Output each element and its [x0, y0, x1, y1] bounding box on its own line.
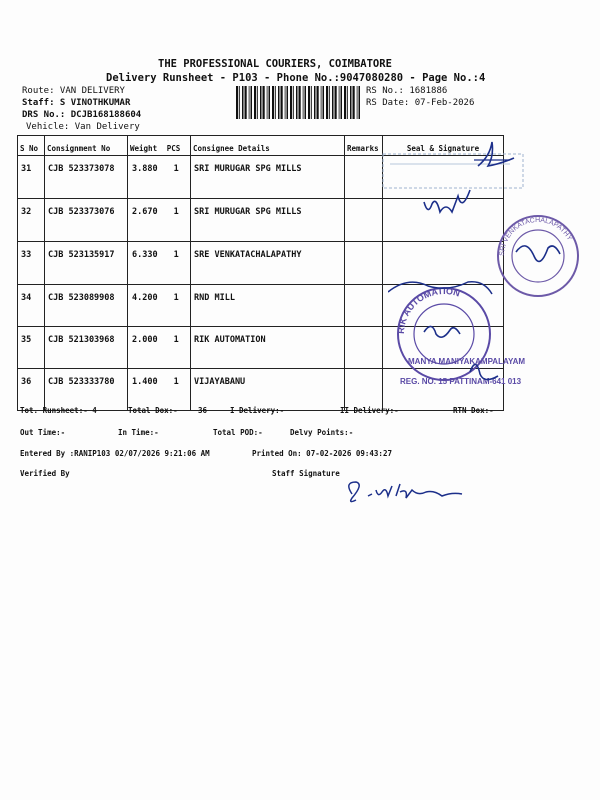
sno-cell: [18, 369, 45, 411]
consignee-cell: [191, 242, 345, 285]
pcs-value: 1: [173, 207, 179, 217]
consignee-cell: [191, 156, 345, 199]
pcs-value: 1: [173, 335, 179, 345]
sno-cell: [18, 285, 45, 327]
remarks-cell: [345, 199, 383, 242]
barcode-image: [236, 86, 362, 119]
sno-value: 36: [21, 377, 32, 387]
weight-cell: [128, 369, 191, 411]
company-title: THE PROFESSIONAL COURIERS, COIMBATORE: [158, 58, 392, 70]
verified-by: Verified By: [20, 469, 70, 478]
consignment-value: CJB 523373076: [48, 207, 115, 217]
svg-text:RIK AUTOMATION: RIK AUTOMATION: [395, 285, 462, 335]
staff-signature: [342, 474, 482, 508]
consignee-cell: [191, 285, 345, 327]
remarks-cell: [345, 156, 383, 199]
rs-date: RS Date: 07-Feb-2026: [366, 98, 475, 108]
remarks-cell: [345, 369, 383, 411]
consignment-cell: [45, 199, 128, 242]
consignment-value: CJB 521303968: [48, 335, 115, 345]
weight-cell: [128, 156, 191, 199]
in-time: In Time:-: [118, 428, 159, 437]
total-pod: Total POD:-: [213, 428, 263, 437]
col-consignment: Consignment No: [47, 144, 111, 153]
route-text: Route: VAN DELIVERY: [22, 86, 125, 96]
sno-cell: [18, 327, 45, 369]
consignment-value: CJB 523089908: [48, 293, 115, 303]
col-consignee: Consignee Details: [193, 144, 270, 153]
svg-text:REG. NO. 15 PATTINAM-641 013: REG. NO. 15 PATTINAM-641 013: [400, 377, 522, 386]
consignee-value: RIK AUTOMATION: [194, 335, 266, 345]
total-dox-value: 36: [198, 406, 208, 415]
i-delivery: I Delivery:-: [230, 406, 285, 415]
sno-value: 35: [21, 335, 32, 345]
consignee-cell: [191, 327, 345, 369]
weight-cell: [128, 242, 191, 285]
consignee-value: SRI MURUGAR SPG MILLS: [194, 207, 302, 217]
weight-value: 2.670: [132, 207, 158, 217]
consignee-value: VIJAYABANU: [194, 377, 246, 387]
weight-cell: [128, 327, 191, 369]
sno-value: 32: [21, 207, 32, 217]
pcs-value: 1: [173, 293, 179, 303]
consignee-value: SRE VENKATACHALAPATHY: [194, 250, 302, 260]
rtn-dox: RTN Dox:-: [453, 406, 494, 415]
col-weight: Weight: [130, 144, 158, 153]
out-time: Out Time:-: [20, 428, 66, 437]
weight-cell: [128, 199, 191, 242]
consignment-value: CJB 523333780: [48, 377, 115, 387]
printed-on: Printed On: 07-02-2026 09:43:27: [252, 449, 392, 458]
pcs-value: 1: [173, 377, 179, 387]
consignee-value: RND MILL: [194, 293, 235, 303]
remarks-cell: [345, 285, 383, 327]
col-seal: Seal & Signature: [406, 144, 480, 153]
staff-signature-label: Staff Signature: [272, 469, 340, 478]
consignee-cell: [191, 199, 345, 242]
weight-value: 3.880: [132, 164, 158, 174]
col-remarks: Remarks: [347, 144, 379, 153]
sno-value: 33: [21, 250, 32, 260]
consignment-cell: [45, 285, 128, 327]
consignee-value: SRI MURUGAR SPG MILLS: [194, 164, 302, 174]
sno-value: 34: [21, 293, 32, 303]
col-sno: S No: [20, 144, 39, 153]
pcs-value: 1: [173, 164, 179, 174]
consignment-cell: [45, 156, 128, 199]
ii-delivery: II Delivery:-: [340, 406, 399, 415]
runsheet-title: Delivery Runsheet - P103 - Phone No.:9047080280 - Page No.:4: [106, 72, 486, 84]
total-dox-label: Total Dox:-: [128, 406, 178, 415]
vehicle-text: Vehicle: Van Delivery: [26, 122, 140, 132]
consignment-cell: [45, 327, 128, 369]
weight-value: 4.200: [132, 293, 158, 303]
delvy-points: Delvy Points:-: [290, 428, 354, 437]
drs-text: DRS No.: DCJB168188604: [22, 110, 142, 120]
remarks-cell: [345, 242, 383, 285]
weight-value: 6.330: [132, 250, 158, 260]
consignment-value: CJB 523373078: [48, 164, 115, 174]
svg-text:SRI VENKATACHALAPATHY: SRI VENKATACHALAPATHY: [498, 216, 573, 257]
consignee-cell: [191, 369, 345, 411]
svg-text:MANYA MANIYAKAMPALAYAM: MANYA MANIYAKAMPALAYAM: [408, 357, 526, 366]
remarks-cell: [345, 327, 383, 369]
staff-text: Staff: S VINOTHKUMAR: [22, 98, 131, 108]
sno-cell: [18, 199, 45, 242]
weight-cell: [128, 285, 191, 327]
rs-number: RS No.: 1681886: [366, 86, 448, 96]
sno-value: 31: [21, 164, 32, 174]
col-pcs: PCS: [166, 144, 181, 153]
tot-runsheet: Tot. Runsheet:- 4: [20, 406, 97, 415]
weight-value: 2.000: [132, 335, 158, 345]
seal-rik-automation: [388, 272, 528, 402]
pcs-value: 1: [173, 250, 179, 260]
entered-by: Entered By :RANIP103 02/07/2026 9:21:06 AM: [20, 449, 210, 458]
consignment-cell: [45, 242, 128, 285]
signature-row32: [418, 182, 478, 222]
sno-cell: [18, 156, 45, 199]
consignment-cell: [45, 369, 128, 411]
weight-value: 1.400: [132, 377, 158, 387]
signature-row31: [470, 136, 520, 176]
consignment-value: CJB 523135917: [48, 250, 115, 260]
sno-cell: [18, 242, 45, 285]
